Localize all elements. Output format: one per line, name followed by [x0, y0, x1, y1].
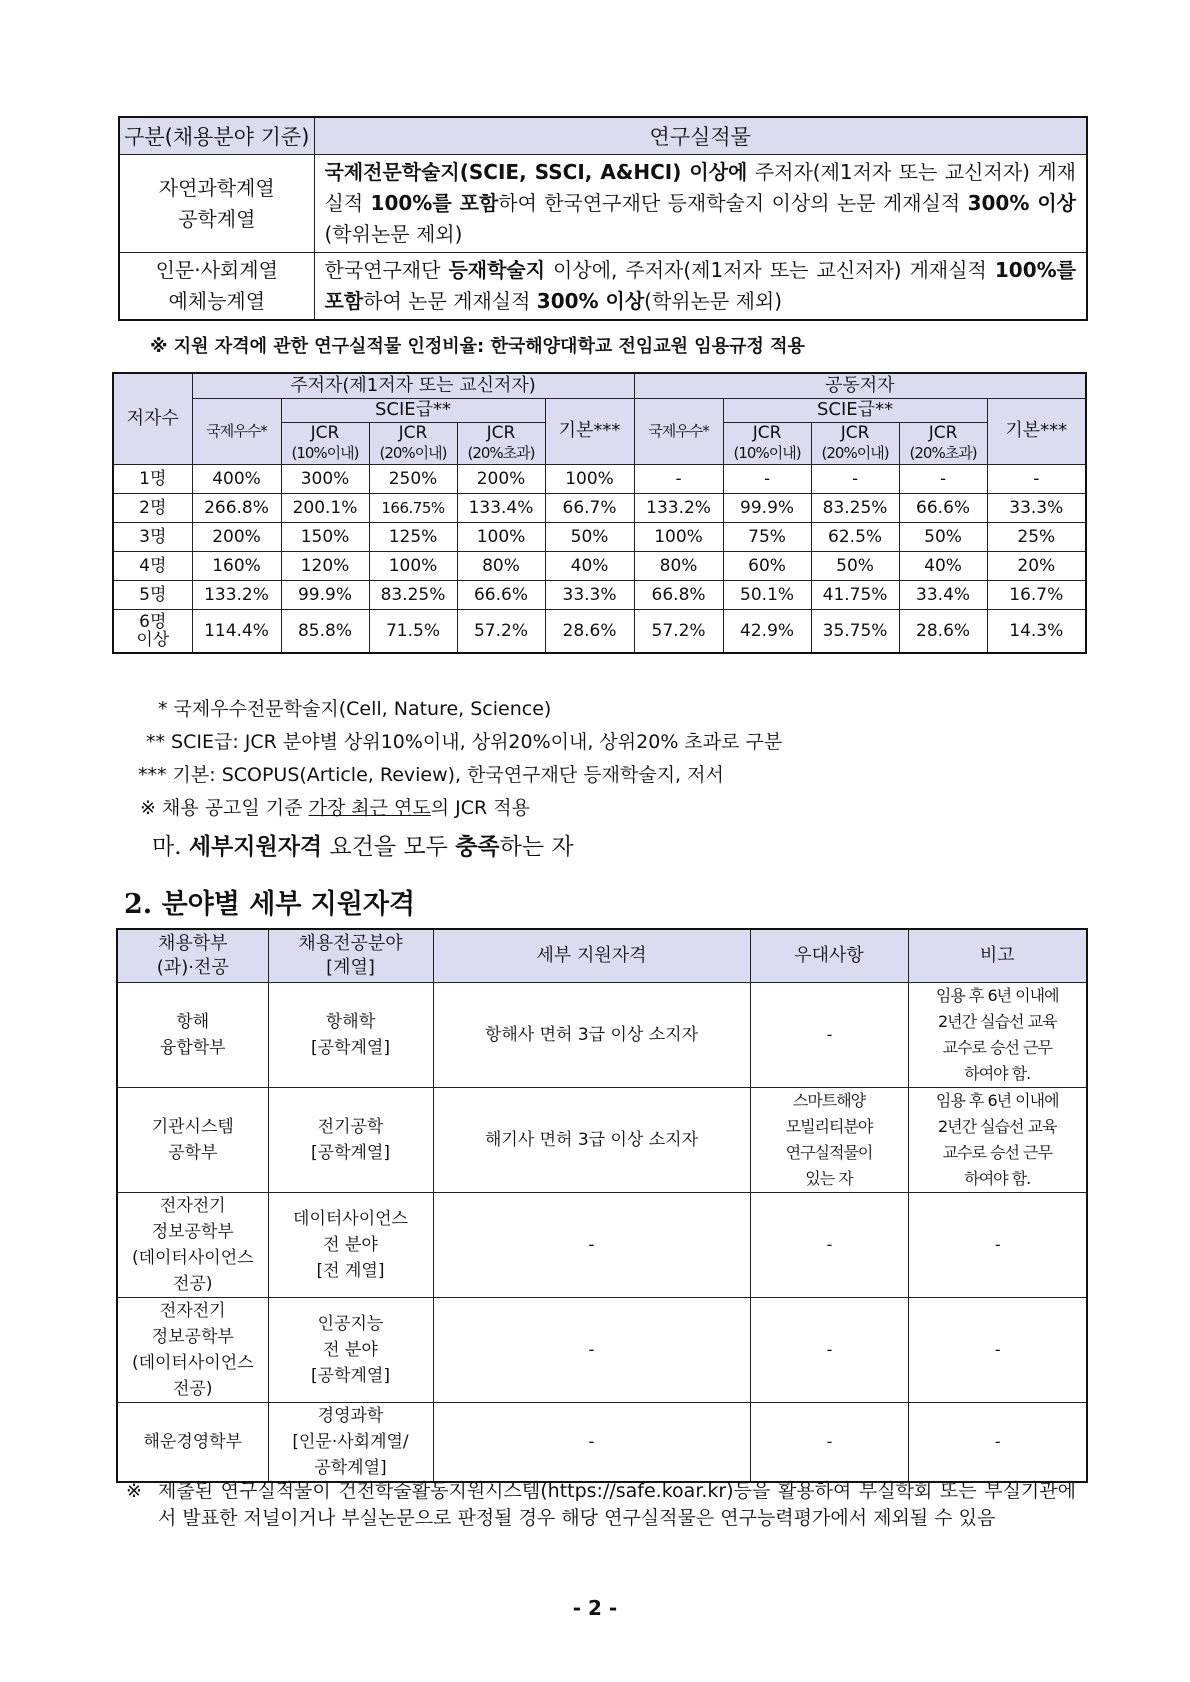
qualification-rows [117, 983, 1087, 1483]
field-cell: 데이터사이언스 전 분야 [전 계열] [268, 1193, 433, 1298]
header-jcr-20plus [457, 422, 545, 464]
ratio-row [113, 522, 1086, 551]
ratio-cell: 150% [281, 522, 369, 551]
footnote-scie: ** SCIE급: JCR 분야별 상위10%이내, 상위20%이내, 상위20% 초과로 구분 [146, 731, 783, 753]
jcr-range: (10%이내) [733, 444, 801, 462]
col-header-note: 비고 [908, 929, 1087, 983]
ratio-cell: 99.9% [723, 493, 811, 522]
ratio-cell: 80% [457, 551, 545, 580]
jcr-label: JCR [310, 423, 340, 443]
ratio-cell: 71.5% [369, 609, 457, 653]
jcr-range: (20%초과) [909, 444, 977, 462]
ratio-cell: 114.4% [192, 609, 281, 653]
qualification-cell: - [433, 1193, 750, 1298]
ratio-cell: 75% [723, 522, 811, 551]
category-line: 인문·사회계열 [155, 258, 278, 282]
col-header-dept [117, 929, 268, 983]
header-jcr-20 [811, 422, 899, 464]
qualification-cell: 항해사 면허 3급 이상 소지자 [433, 983, 750, 1088]
ratio-cell: 66.8% [634, 580, 723, 609]
jcr-label: JCR [398, 423, 428, 443]
note-cell: - [908, 1298, 1087, 1403]
header-basic: 기본*** [987, 398, 1086, 464]
ratio-row [113, 464, 1086, 493]
author-count: 3명 [113, 522, 192, 551]
bold-text: 100%를 포함 [370, 191, 499, 215]
text: 이상에, 주저자(제1저자 또는 교신저자) 게재실적 [545, 258, 995, 282]
qualification-row [117, 1298, 1087, 1403]
jcr-range: (10%이내) [291, 444, 359, 462]
department-cell: 기관시스템 공학부 [117, 1088, 268, 1193]
ratio-cell: 14.3% [987, 609, 1086, 653]
note-cell: - [908, 1193, 1087, 1298]
ratio-cell: - [987, 464, 1086, 493]
jcr-range: (20%이내) [821, 444, 889, 462]
requirement-cell [314, 253, 1087, 321]
qualification-row [117, 1193, 1087, 1298]
ratio-cell: 66.6% [899, 493, 987, 522]
col-header-category: 구분(채용분야 기준) [119, 117, 314, 155]
department-cell: 항해 융합학부 [117, 983, 268, 1088]
ratio-row [113, 493, 1086, 522]
text: 하여 논문 게재실적 [363, 289, 537, 313]
note-mark: ※ [126, 1480, 142, 1502]
ratio-cell: 57.2% [634, 609, 723, 653]
bold-text: 충족 [455, 833, 500, 860]
header-intl: 국제우수* [634, 398, 723, 464]
ratio-cell: - [899, 464, 987, 493]
field-qualification-table [116, 928, 1088, 1483]
ratio-cell: 60% [723, 551, 811, 580]
ratio-cell: 25% [987, 522, 1086, 551]
qualification-row [117, 983, 1087, 1088]
ratio-cell: 100% [545, 464, 634, 493]
ratio-cell: 42.9% [723, 609, 811, 653]
ratio-cell: 300% [281, 464, 369, 493]
bold-text: 300% 이상 [967, 191, 1077, 215]
author-count: 1명 [113, 464, 192, 493]
underlined-text: 가장 최근 연도 [308, 797, 431, 819]
ratio-cell: 133.2% [192, 580, 281, 609]
header-text: 채용전공분야 [계열] [298, 933, 403, 978]
bottom-note [126, 1478, 1076, 1532]
preference-cell: 스마트해양 모빌리티분야 연구실적물이 있는 자 [750, 1088, 908, 1193]
ratio-cell: 50.1% [723, 580, 811, 609]
header-jcr-20plus [899, 422, 987, 464]
ratio-cell: 200.1% [281, 493, 369, 522]
ratio-cell: 50% [899, 522, 987, 551]
ratio-cell: 40% [899, 551, 987, 580]
header-authors: 저자수 [113, 373, 192, 464]
author-count: 2명 [113, 493, 192, 522]
section-heading: 2. 분야별 세부 지원자격 [124, 889, 416, 920]
header-jcr-20 [369, 422, 457, 464]
ratio-cell: - [634, 464, 723, 493]
ratio-cell: 40% [545, 551, 634, 580]
ratio-cell: 62.5% [811, 522, 899, 551]
col-header-field [268, 929, 433, 983]
jcr-range: (20%초과) [467, 444, 535, 462]
ratio-cell: 50% [811, 551, 899, 580]
text: 하여 한국연구재단 등재학술지 이상의 논문 게재실적 [498, 191, 968, 215]
jcr-label: JCR [928, 423, 958, 443]
header-basic: 기본*** [545, 398, 634, 464]
ratio-cell: 200% [457, 464, 545, 493]
ratio-cell: - [723, 464, 811, 493]
ratio-cell: 66.7% [545, 493, 634, 522]
author-count: 5명 [113, 580, 192, 609]
ratio-cell: 33.3% [987, 493, 1086, 522]
note-cell: 임용 후 6년 이내에 2년간 실습선 교육 교수로 승선 근무 하여야 함. [908, 983, 1087, 1088]
requirement-cell [314, 155, 1087, 253]
bold-text: 100%를 포함 [324, 258, 1076, 313]
item-ma [152, 828, 574, 861]
text: 하는 자 [499, 834, 574, 860]
header-intl: 국제우수* [192, 398, 281, 464]
ratio-cell: 50% [545, 522, 634, 551]
header-co-author: 공동저자 [634, 373, 1086, 398]
qualification-cell: - [433, 1403, 750, 1483]
page-number: - 2 - [572, 1596, 618, 1620]
category-cell [119, 253, 314, 321]
ratio-row [113, 551, 1086, 580]
bold-text: 세부지원자격 [188, 833, 323, 860]
text: 요건을 모두 [322, 834, 456, 860]
text: ※ 채용 공고일 기준 [140, 797, 309, 819]
ratio-cell: 125% [369, 522, 457, 551]
jcr-label: JCR [752, 423, 782, 443]
ratio-cell: 120% [281, 551, 369, 580]
category-cell [119, 155, 314, 253]
ratio-cell: 57.2% [457, 609, 545, 653]
col-header-qualification: 세부 지원자격 [433, 929, 750, 983]
header-scie: SCIE급** [723, 398, 987, 422]
text: (학위논문 제외) [324, 222, 463, 246]
header-jcr-10 [723, 422, 811, 464]
jcr-range: (20%이내) [379, 444, 447, 462]
field-cell: 인공지능 전 분야 [공학계열] [268, 1298, 433, 1403]
ratio-cell: 100% [457, 522, 545, 551]
research-requirement-table [118, 116, 1088, 321]
preference-cell: - [750, 1403, 908, 1483]
ratio-cell: 200% [192, 522, 281, 551]
ratio-cell: 85.8% [281, 609, 369, 653]
ratio-cell: 80% [634, 551, 723, 580]
jcr-label: JCR [840, 423, 870, 443]
footnote-intl: * 국제우수전문학술지(Cell, Nature, Science) [158, 698, 552, 720]
text: 주저자(제1저자 또는 교신저자) 게재실적 [324, 160, 1076, 215]
ratio-cell: 33.3% [545, 580, 634, 609]
ratio-cell: 133.4% [457, 493, 545, 522]
ratio-cell: 166.75% [369, 493, 457, 522]
ratio-cell: 20% [987, 551, 1086, 580]
field-cell: 경영과학 [인문·사회계열/ 공학계열] [268, 1403, 433, 1483]
ratio-cell: 83.25% [811, 493, 899, 522]
ratio-cell: 83.25% [369, 580, 457, 609]
qualification-row [117, 1403, 1087, 1483]
ratio-cell: 400% [192, 464, 281, 493]
field-cell: 전기공학 [공학계열] [268, 1088, 433, 1193]
ratio-cell: - [811, 464, 899, 493]
footnote-basic: *** 기본: SCOPUS(Article, Review), 한국연구재단 등재학술지, 저서 [138, 764, 724, 786]
ratio-cell: 33.4% [899, 580, 987, 609]
col-header-research: 연구실적물 [314, 117, 1087, 155]
ratio-cell: 41.75% [811, 580, 899, 609]
ratio-rows [113, 464, 1086, 653]
category-line: 자연과학계열 [158, 175, 275, 200]
ratio-cell: 100% [634, 522, 723, 551]
bold-text: 국제전문학술지(SCIE, SSCI, A&HCI) 이상에 [324, 160, 748, 184]
ratio-cell: 266.8% [192, 493, 281, 522]
header-scie: SCIE급** [281, 398, 545, 422]
jcr-year-note [140, 793, 530, 820]
jcr-label: JCR [486, 423, 516, 443]
note-cell: - [908, 1403, 1087, 1483]
department-cell: 전자전기 정보공학부 (데이터사이언스 전공) [117, 1298, 268, 1403]
ratio-row [113, 609, 1086, 653]
department-cell: 해운경영학부 [117, 1403, 268, 1483]
ratio-cell: 28.6% [545, 609, 634, 653]
qualification-cell: - [433, 1298, 750, 1403]
ratio-cell: 160% [192, 551, 281, 580]
header-main-author: 주저자(제1저자 또는 교신저자) [192, 373, 634, 398]
col-header-preference: 우대사항 [750, 929, 908, 983]
author-count: 4명 [113, 551, 192, 580]
ratio-cell: 16.7% [987, 580, 1086, 609]
preference-cell: - [750, 983, 908, 1088]
ratio-cell: 35.75% [811, 609, 899, 653]
department-cell: 전자전기 정보공학부 (데이터사이언스 전공) [117, 1193, 268, 1298]
ratio-cell: 133.2% [634, 493, 723, 522]
qualification-row [117, 1088, 1087, 1193]
category-line: 예체능계열 [168, 289, 266, 313]
recognition-ratio-note: ※ 지원 자격에 관한 연구실적물 인정비율: 한국해양대학교 전임교원 임용규정 적용 [150, 336, 805, 357]
preference-cell: - [750, 1298, 908, 1403]
ratio-cell: 99.9% [281, 580, 369, 609]
text: 의 JCR 적용 [430, 797, 530, 819]
field-cell: 항해학 [공학계열] [268, 983, 433, 1088]
bold-text: 등재학술지 [448, 258, 546, 282]
text: (학위논문 제외) [644, 289, 783, 313]
qualification-cell: 해기사 면허 3급 이상 소지자 [433, 1088, 750, 1193]
text: 한국연구재단 [324, 258, 449, 282]
ratio-cell: 100% [369, 551, 457, 580]
ratio-row [113, 580, 1086, 609]
header-jcr-10 [281, 422, 369, 464]
preference-cell: - [750, 1193, 908, 1298]
ratio-cell: 250% [369, 464, 457, 493]
text: 마. [152, 834, 189, 860]
note-text: 제출된 연구실적물이 건전학술활동지원시스템(https://safe.koar.kr)등을 활용하여 부실학회 또는 부실기관에서 발표한 저널이거나 부실논문으로 판정될 경우 해당 연구실적물은 연구능력평가에서 제외될 수 있음 [158, 1480, 1076, 1529]
ratio-cell: 66.6% [457, 580, 545, 609]
bold-text: 300% 이상 [536, 289, 645, 313]
note-cell: 임용 후 6년 이내에 2년간 실습선 교육 교수로 승선 근무 하여야 함. [908, 1088, 1087, 1193]
ratio-cell: 28.6% [899, 609, 987, 653]
header-text: 채용학부 (과)·전공 [156, 933, 229, 978]
author-count: 6명 이상 [113, 609, 192, 653]
category-line: 공학계열 [178, 206, 256, 231]
author-ratio-table [112, 372, 1087, 654]
